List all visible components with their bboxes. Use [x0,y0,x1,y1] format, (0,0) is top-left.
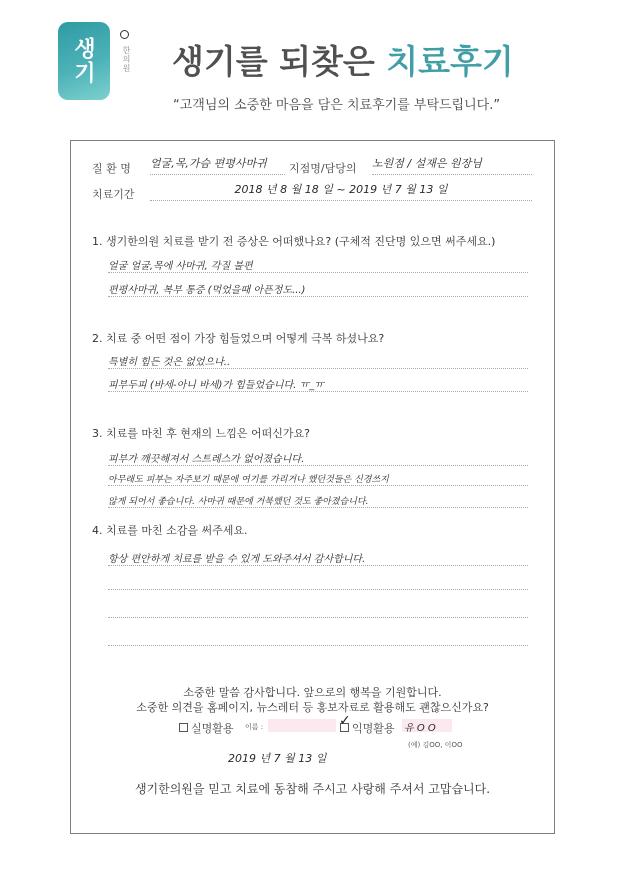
answer-2-line-1: 특별히 힘든 것은 없었으나.. [108,353,528,369]
disease-label: 질 환 명 [92,162,131,175]
clinic-logo [58,22,110,100]
example-note: (예) 김OO, 이OO [408,741,463,749]
answer-1-line-1: 얼굴 얼굴,목에 사마귀, 각질 불편 [108,257,528,273]
disease-value: 얼굴,목,가슴 편평사마귀 [150,155,285,175]
logo-text: 생기 [70,37,97,85]
page-title [172,36,514,83]
logo-dot-icon [120,30,129,39]
name-field[interactable] [268,719,336,732]
logo-subtitle: 한의원 [122,46,131,73]
signed-date: 2019 년 7 월 13 일 [228,752,327,765]
blank-line [108,616,528,618]
question-1: 1. 생기한의원 치료를 받기 전 증상은 어떠했나요? (구체적 진단명 있으면 써주세요.) [92,235,496,248]
blank-line [108,644,528,646]
answer-1-line-2: 편평사마귀, 복부 통증 (먹었을때 아픈정도...) [108,281,528,297]
real-name-label: 실명활용 [191,722,234,735]
question-2: 2. 치료 중 어떤 점이 가장 힘들었으며 어떻게 극복 하셨나요? [92,332,385,345]
blank-line [108,588,528,590]
closing-message: 생기한의원을 믿고 치료에 동참해 주시고 사랑해 주셔서 고맙습니다. [134,782,491,796]
branch-value: 노원점 / 설재은 원장님 [372,155,532,175]
title-plain: 생기를 되찾은 [172,42,387,81]
title-accent: 치료후기 [386,42,514,81]
anonymous-name-value: 유 O O [404,723,436,734]
question-4: 4. 치료를 마친 소감을 써주세요. [92,524,248,537]
real-name-checkbox[interactable] [179,723,188,732]
anonymous-label: 익명활용 [352,722,395,735]
answer-4-line-1: 항상 편안하게 치료를 받을 수 있게 도와주셔서 감사합니다. [108,550,528,566]
answer-3-line-3: 않게 되어서 좋습니다. 사마귀 때문에 거북했던 것도 좋아졌습니다. [108,494,528,508]
name-label: 이름 : [245,723,264,731]
thanks-line-1: 소중한 말씀 감사합니다. 앞으로의 행복을 기원합니다. [183,686,442,699]
question-3: 3. 치료를 마친 후 현재의 느낌은 어떠신가요? [92,427,310,440]
tagline: “고객님의 소중한 마음을 담은 치료후기를 부탁드립니다.” [173,98,501,113]
period-label: 치료기간 [92,188,135,201]
answer-2-line-2: 피부두피 (바세-아니 바세)가 힘들었습니다. ㅠ_ㅠ [108,376,528,392]
period-value: 2018 년 8 월 18 일 ~ 2019 년 7 월 13 일 [150,181,532,201]
branch-label: 지점명/담당의 [289,162,357,175]
check-icon: ✓ [339,713,351,729]
thanks-line-2: 소중한 의견을 홈페이지, 뉴스레터 등 홍보자료로 활용해도 괜찮으신가요? [136,701,489,714]
answer-3-line-1: 피부가 깨끗해져서 스트레스가 없어졌습니다. [108,450,528,466]
answer-3-line-2: 아무래도 피부는 자주보기 때문에 여기를 가리거나 했던것들은 신경쓰지 [108,472,528,486]
